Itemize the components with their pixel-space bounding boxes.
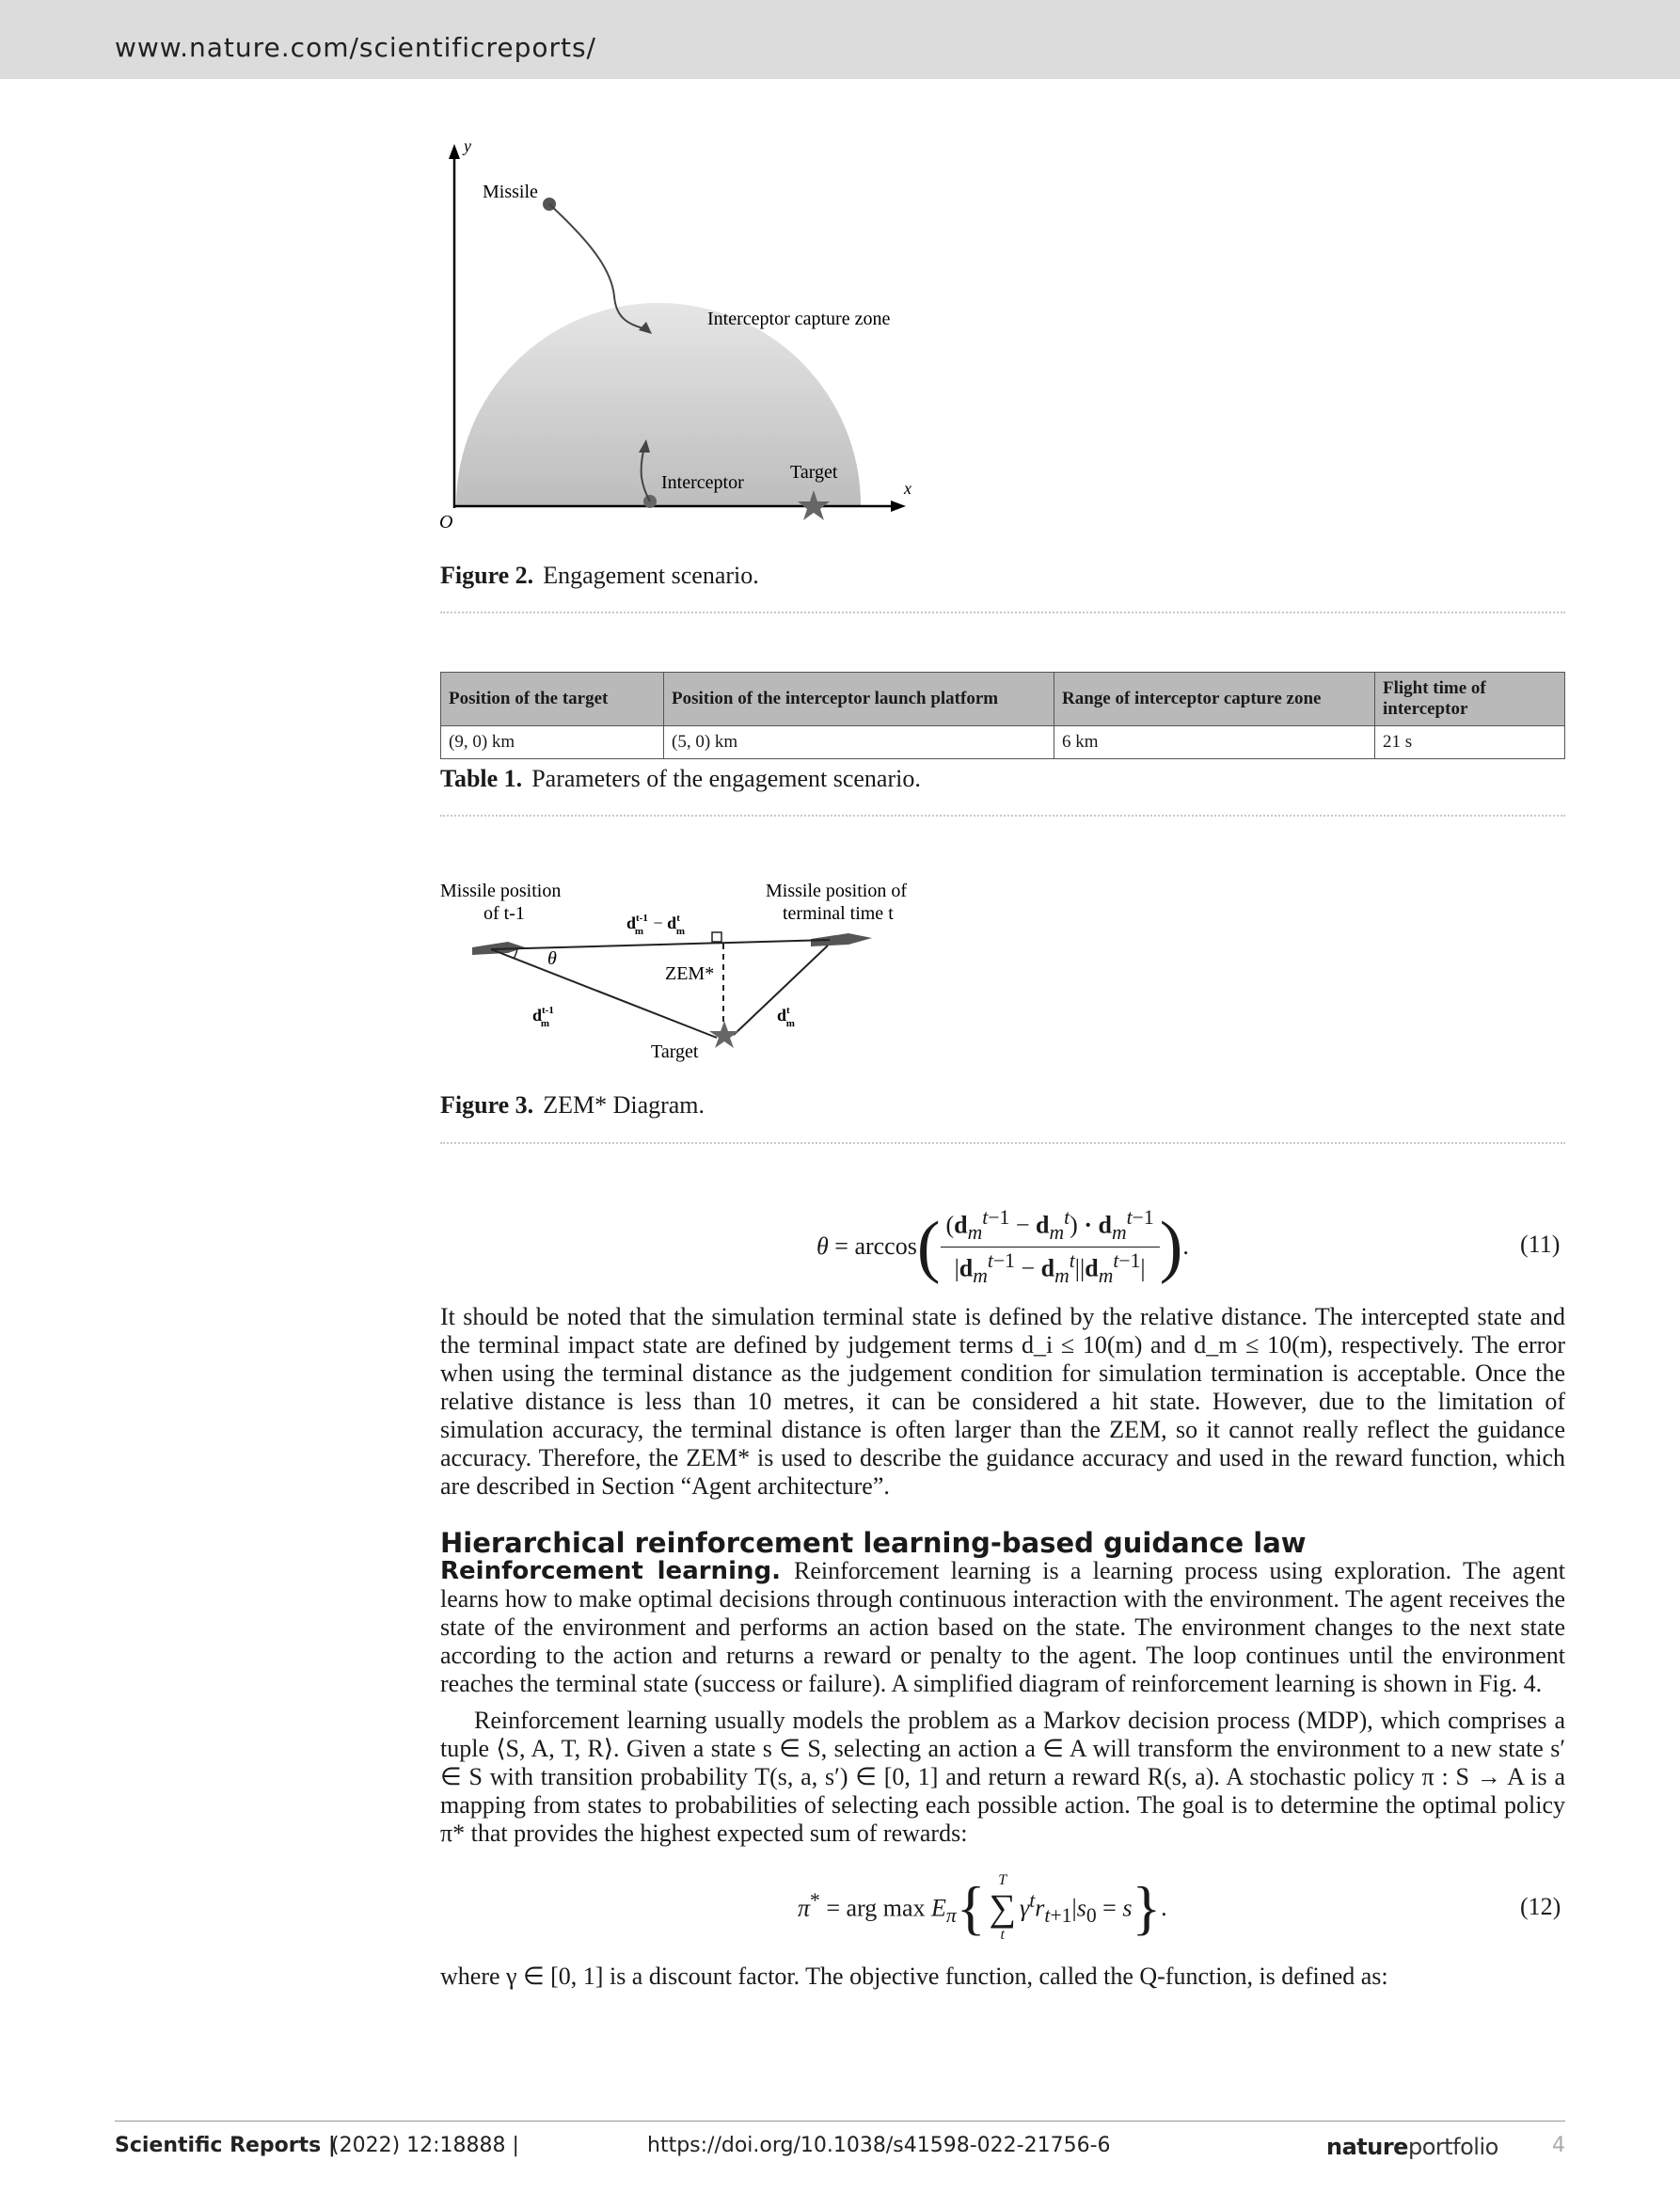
separator	[440, 612, 1565, 613]
d-curr-label: $d^t$ m	[777, 1005, 795, 1029]
y-axis-label: y	[464, 136, 471, 155]
table-cell: 6 km	[1054, 726, 1375, 759]
figure-3-caption	[440, 1091, 705, 1120]
diff-vector-line	[491, 940, 830, 949]
table-1-caption	[440, 765, 921, 793]
origin-label: O	[439, 512, 453, 532]
right-angle-marker	[712, 932, 721, 942]
body-paragraph-2: Reinforcement learning. Reinforcement learning is a learning process using exploration. The agent learns how to make optimal decisions through continuous interaction with the environment. The agent receives the state of the environment and performs an action based on the state. The environment changes to the next state according to the action and returns a reward or penalty to the agent. The loop continues until the environment reaches the terminal state (success or failure). A simplified diagram of reinforcement learning is shown in Fig. 4.	[440, 1557, 1565, 1697]
nature-portfolio-logo: natureportfolio	[1326, 2134, 1498, 2160]
table-1-parameters	[440, 672, 1565, 759]
separator	[440, 1142, 1565, 1144]
subsection-title: Reinforcement learning.	[440, 1557, 781, 1585]
interceptor-label: Interceptor	[661, 472, 744, 493]
figure-3-caption-text: ZEM* Diagram.	[543, 1091, 705, 1119]
d-prev-label: $d^{t-1}$ m	[532, 1005, 554, 1029]
table-header-row	[441, 673, 1565, 726]
table-header-cell: Range of interceptor capture zone	[1054, 673, 1375, 726]
equation-11: θ = arccos ( $\frac{(d_m^{t-1} - d_m^t) \cdot d_m^{t-1}}{|d_m^{t-1} - d_m^t||d_m^{t-1}|}$ ) .	[816, 1205, 1189, 1287]
separator	[440, 815, 1565, 817]
diff-vector-label: $d^{t-1}$ $m - d^t$ m	[626, 913, 686, 937]
body-paragraph-3: Reinforcement learning usually models the problem as a Markov decision process (MDP), which comprises a tuple ⟨S, A, T, R⟩. Given a state s ∈ S, selecting an action a ∈ A will transform the environment to a new state s′ ∈ S with transition probability T(s, a, s′) ∈ [0, 1] and return a reward R(s, a). A stochastic policy π : S → A is a mapping from states to probabilities of selecting each possible action. The goal is to determine the optimal policy π* that provides the highest expected sum of rewards:	[440, 1707, 1565, 1847]
capture-zone-label: Interceptor capture zone	[707, 309, 891, 329]
equation-12: π* = arg $\max E_\pi$ { T ∑ t $\gamma^tr_{t+1}|s_0 = s$ } .	[798, 1872, 1167, 1943]
figure-2-caption	[440, 562, 759, 590]
figure-2-caption-text: Engagement scenario.	[543, 562, 759, 589]
figure-2-caption-label: Figure 2.	[440, 562, 534, 589]
x-axis-arrow	[891, 501, 906, 512]
missile-prev-label-line2: of t-1	[483, 903, 525, 924]
table-header-cell: Position of the target	[441, 673, 664, 726]
x-axis-label: x	[904, 479, 911, 498]
target-label: Target	[651, 1041, 699, 1062]
section-title: Hierarchical reinforcement learning-based guidance law	[440, 1527, 1307, 1559]
header-bar	[0, 0, 1680, 79]
footer-volume: (2022) 12:18888 |	[331, 2134, 519, 2157]
figure-3-caption-label: Figure 3.	[440, 1091, 534, 1119]
theta-label: θ	[547, 948, 557, 969]
missile-term-label-line2: terminal time t	[783, 903, 894, 924]
table-1-caption-text: Parameters of the engagement scenario.	[531, 765, 921, 792]
y-axis-arrow	[449, 144, 460, 159]
table-cell: 21 s	[1375, 726, 1565, 759]
missile-term-label-line1: Missile position of	[766, 881, 908, 901]
table-header-cell: Flight time of interceptor	[1375, 673, 1565, 726]
table-row	[441, 726, 1565, 759]
page-number: 4	[1552, 2134, 1565, 2157]
footer-doi-link[interactable]: https://doi.org/10.1038/s41598-022-21756-6	[647, 2134, 1111, 2157]
body-paragraph-4: where γ ∈ [0, 1] is a discount factor. The objective function, called the Q-function, is defined as:	[440, 1963, 1388, 1990]
table-cell: (9, 0) km	[441, 726, 664, 759]
table-header-cell: Position of the interceptor launch platform	[664, 673, 1054, 726]
missile-label: Missile	[483, 182, 538, 202]
table-1-caption-label: Table 1.	[440, 765, 523, 792]
figure-2-engagement-diagram	[428, 136, 936, 536]
target-label: Target	[790, 462, 838, 483]
table-cell: (5, 0) km	[664, 726, 1054, 759]
body-paragraph-1: It should be noted that the simulation terminal state is defined by the relative distance. The intercepted state and the terminal impact state are defined by judgement terms d_i ≤ 10(m) and d_m ≤ 10(m), respectively. The error when using the terminal distance as the judgement condition for simulation termination is acceptable. Once the relative distance is less than 10 metres, it can be considered a hit state. However, due to the limitation of simulation accuracy, the terminal distance is often larger than the ZEM, so it cannot really reflect the guidance accuracy. Therefore, the ZEM* is used to describe the guidance accuracy and used in the reward function, which are described in Section “Agent architecture”.	[440, 1303, 1565, 1500]
zem-label: ZEM*	[665, 963, 715, 984]
equation-12-number: (12)	[1520, 1893, 1561, 1920]
footer-journal: Scientific Reports |	[115, 2134, 336, 2157]
equation-11-number: (11)	[1520, 1231, 1561, 1258]
missile-prev-label-line1: Missile position	[440, 881, 562, 901]
footer-divider	[115, 2121, 1565, 2122]
figure-3-zem-diagram	[435, 880, 943, 1068]
header-url[interactable]: www.nature.com/scientificreports/	[115, 32, 596, 63]
